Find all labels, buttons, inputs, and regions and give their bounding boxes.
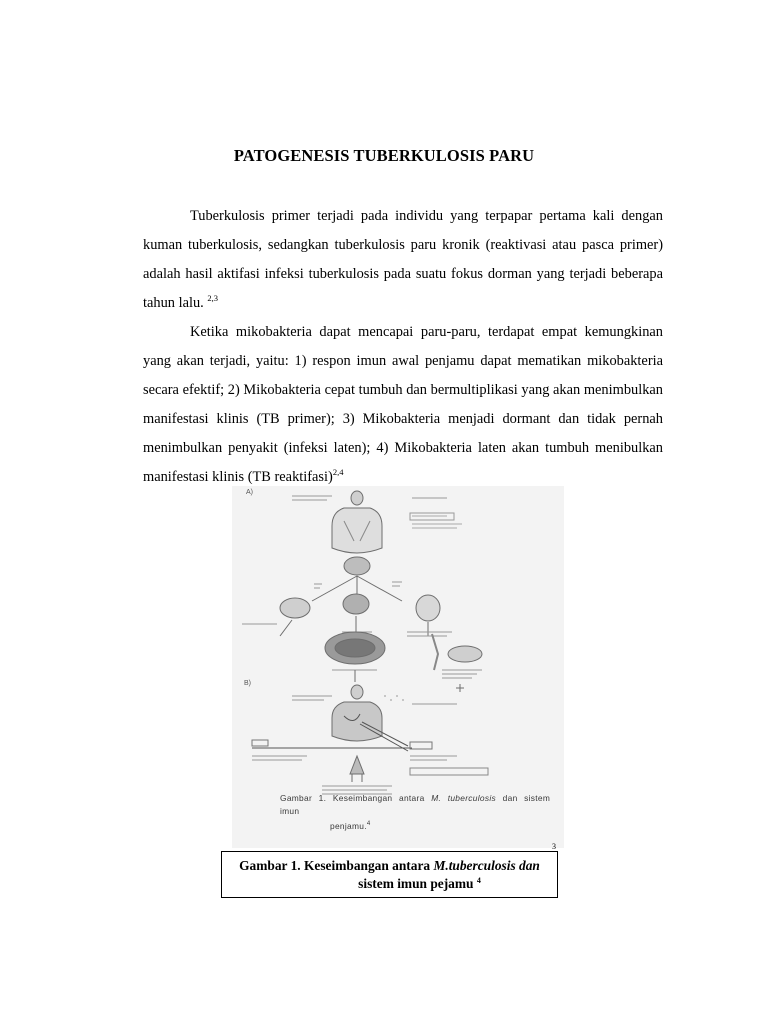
- caption-citation: 4: [476, 876, 481, 885]
- pathogenesis-figure: [232, 486, 564, 848]
- figure-inner-caption-italic: M. tuberculosis: [431, 793, 497, 803]
- caption-line2: sistem imun pejamu: [358, 876, 474, 891]
- panel-b-label: B): [244, 680, 251, 687]
- paragraph-possibilities-text: Ketika mikobakteria dapat mencapai paru-paru, terdapat empat kemungkinan yang akan terjadi, yaitu: 1) respon imun awal penjamu dapat mematikan mikobakteria secara efektif; 2) Mikobakteria cepat tumbuh dan bermultiplikasi yang akan menimbulkan manifestasi klinis (TB primer); 3) Mikobakteria menjadi dormant dan tidak pernah menimbulkan penyakit (infeksi laten); 4) Mikobakteria laten akan tumbuh menibulkan manifestasi klinis (TB reaktifasi): [143, 324, 663, 485]
- caption-italic: M.tuberculosis dan: [433, 858, 540, 873]
- body-text: [143, 202, 663, 492]
- citation: 2,3: [207, 293, 218, 303]
- paragraph-primary-tb: [143, 202, 663, 318]
- figure-inner-caption: [280, 792, 555, 833]
- page-title: PATOGENESIS TUBERKULOSIS PARU: [233, 146, 535, 165]
- figure-inner-caption-end: dan sistem imun: [280, 793, 551, 816]
- panel-a-label: A): [246, 489, 253, 496]
- figure-caption-box: [221, 851, 558, 898]
- paragraph-possibilities: [143, 318, 663, 492]
- paragraph-primary-tb-text: Tuberkulosis primer terjadi pada individu yang terpapar pertama kali dengan kuman tuberkulosis, sedangkan tuberkulosis paru kronik (reaktivasi atau pasca primer) adalah hasil aktifasi infeksi tuberkulosis pada suatu fokus dorman yang terjadi beberapa tahun lalu.: [143, 208, 663, 311]
- figure-inner-caption-citation: 4: [366, 821, 371, 827]
- page-number: 3: [552, 842, 556, 851]
- citation: 2,4: [332, 467, 344, 477]
- figure-inner-caption-line2: penjamu.: [330, 820, 367, 831]
- caption-prefix: Gambar 1. Keseimbangan antara: [239, 858, 434, 873]
- figure-inner-caption-start: Gambar 1. Keseimbangan antara: [280, 793, 425, 803]
